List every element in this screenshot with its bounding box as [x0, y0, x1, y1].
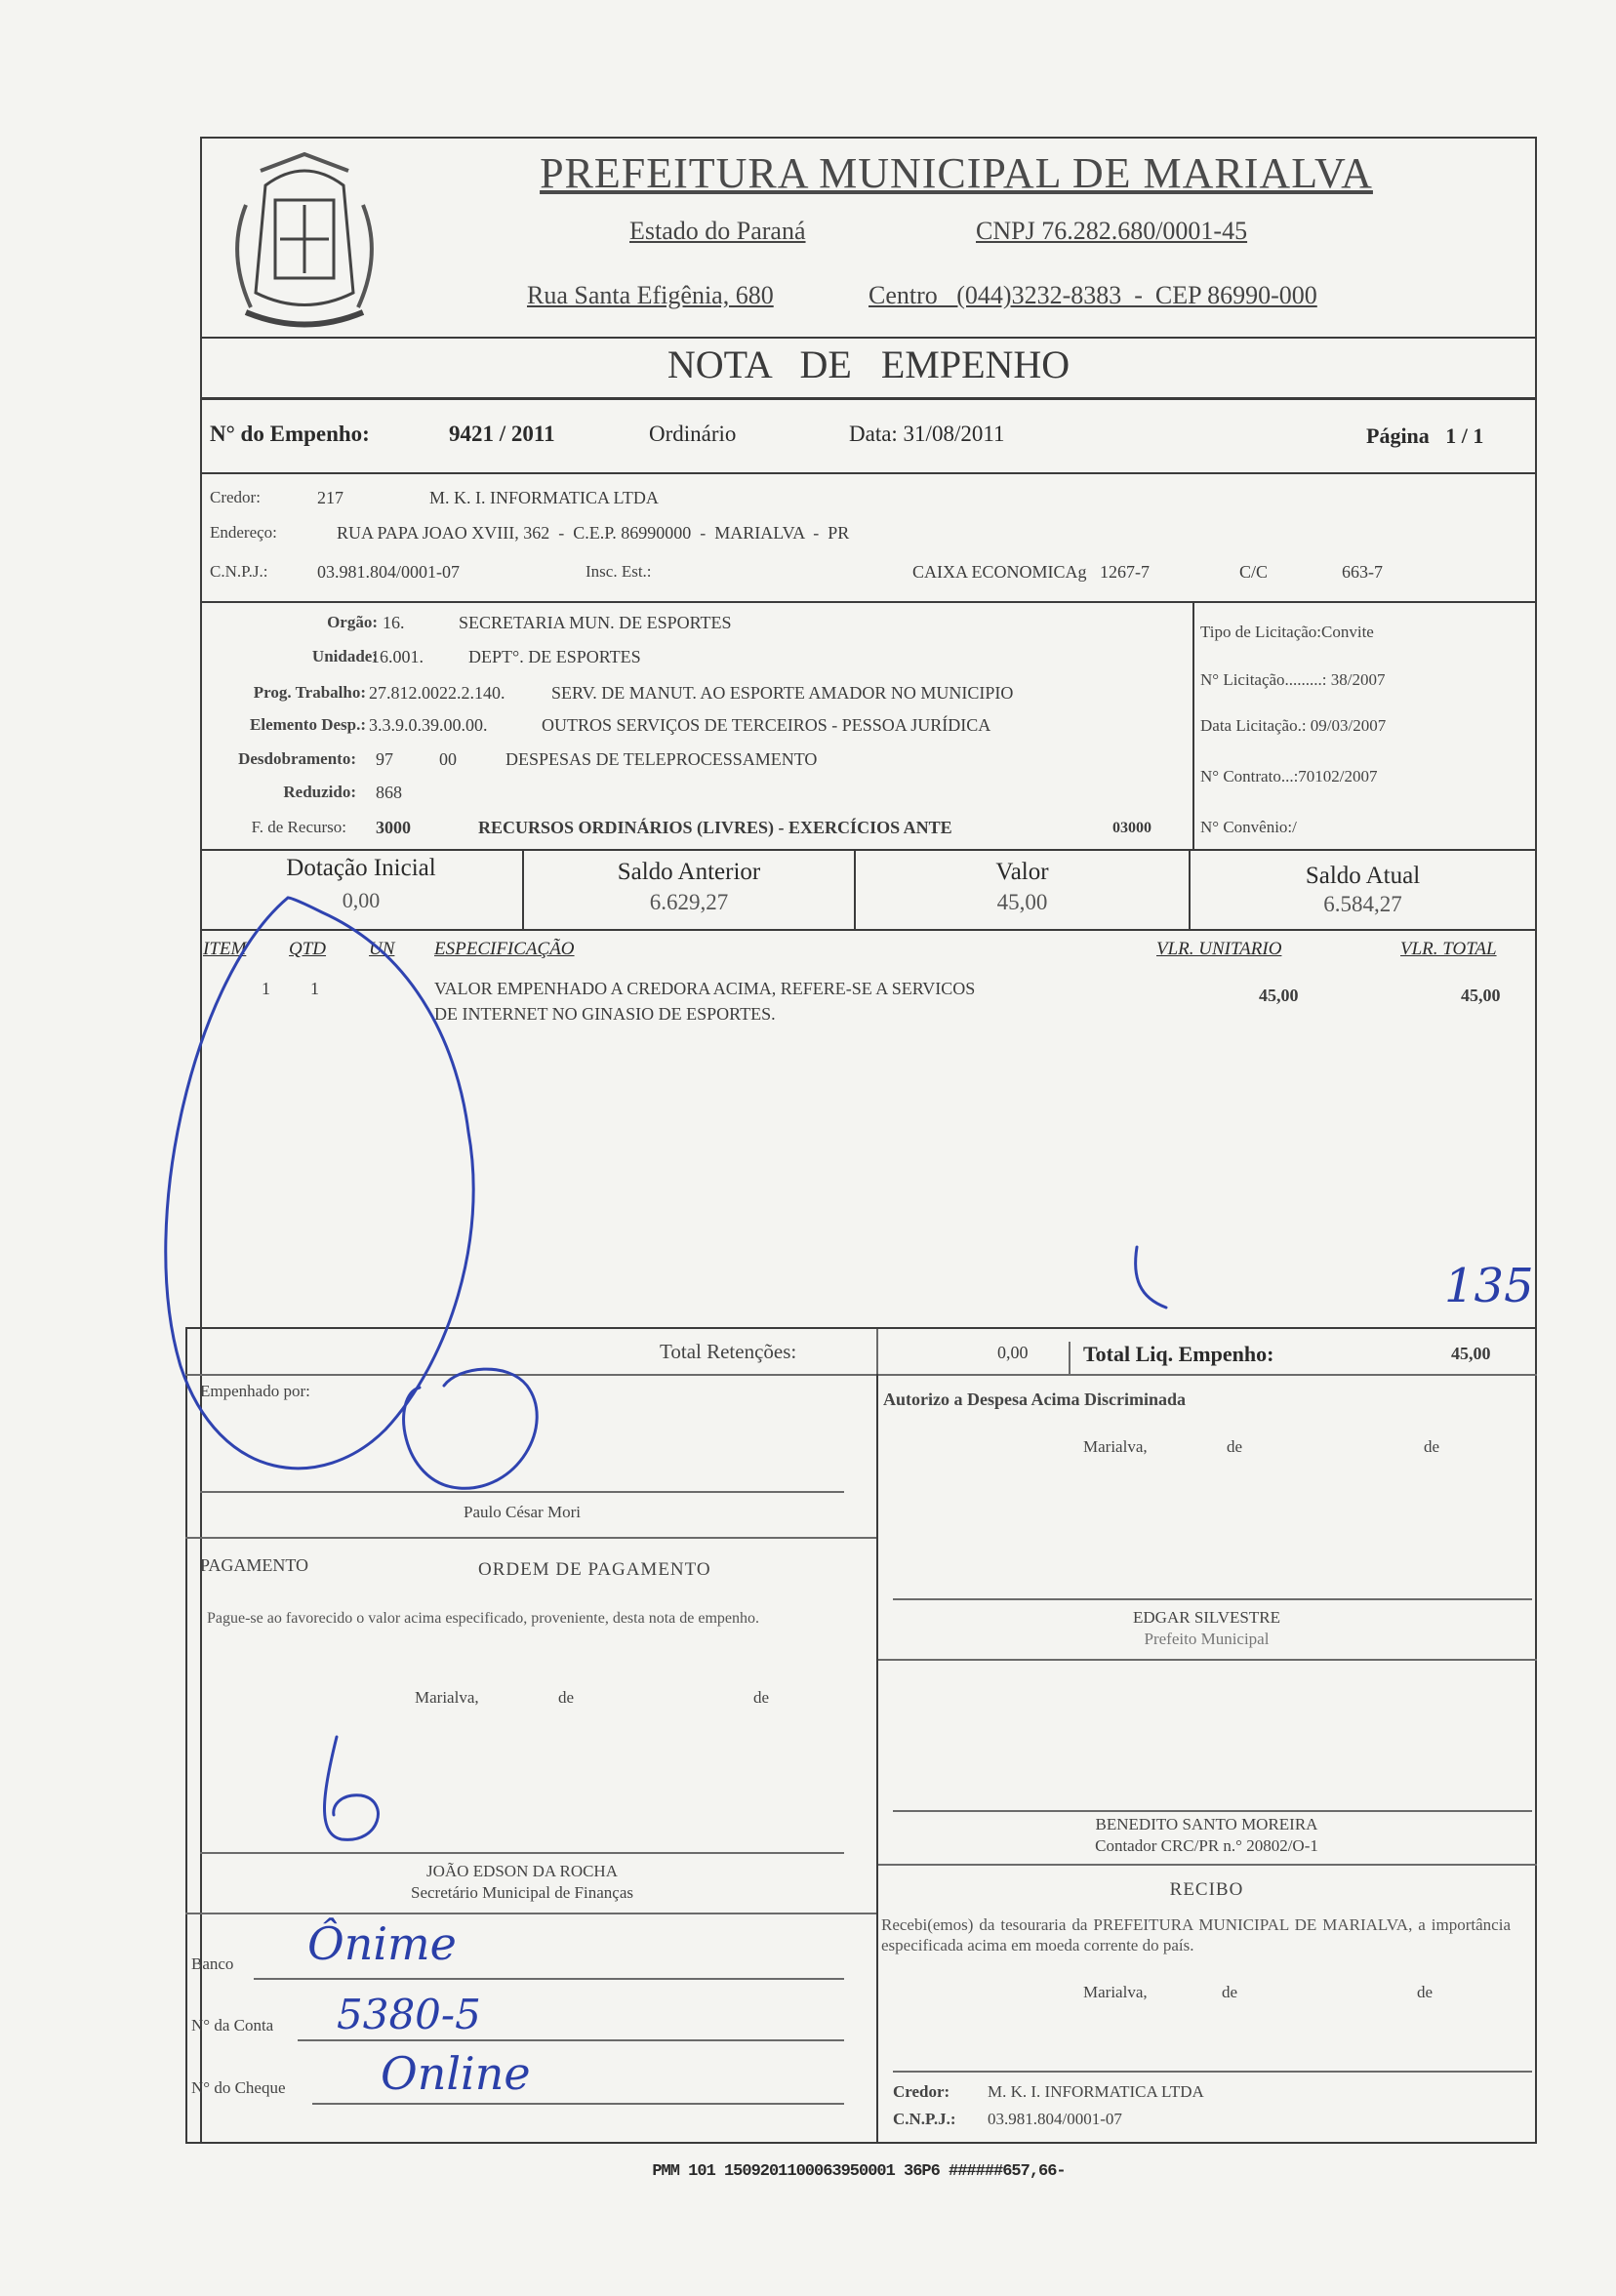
empenho-number: 9421 / 2011	[449, 422, 555, 446]
numero-convenio: N° Convênio:/	[1200, 818, 1297, 836]
credor-cc: 663-7	[1342, 562, 1383, 582]
pagamento-city: Marialva,	[415, 1688, 479, 1707]
banco-label: Banco	[191, 1954, 234, 1973]
credor-code: 217	[317, 488, 343, 507]
recibo-title: RECIBO	[1169, 1879, 1244, 1900]
ordem-pagamento-title: ORDEM DE PAGAMENTO	[478, 1559, 711, 1580]
orgao-code: 16.	[383, 613, 405, 632]
pen-loop-large	[166, 898, 473, 1469]
recurso-name: RECURSOS ORDINÁRIOS (LIVRES) - EXERCÍCIOS ANTE	[478, 818, 952, 837]
endereco-label: Endereço:	[210, 523, 277, 542]
prefeito-role: Prefeito Municipal	[1144, 1630, 1270, 1648]
document-title: NOTA DE EMPENHO	[667, 342, 1071, 386]
pagamento-de-2: de	[753, 1688, 770, 1707]
header-state: Estado do Paraná	[629, 217, 806, 245]
header-address: Centro (044)3232-8383 - CEP 86990-000	[869, 281, 1317, 309]
empenhado-label: Empenhado por:	[200, 1382, 310, 1400]
col-vlr-unitario: VLR. UNITARIO	[1156, 939, 1282, 959]
empenho-date: Data: 31/08/2011	[849, 422, 1005, 446]
pagamento-text: Pague-se ao favorecido o valor acima especificado, proveniente, desta nota de empenho.	[207, 1610, 759, 1627]
prefeito-name: EDGAR SILVESTRE	[1133, 1608, 1280, 1627]
item-vlr-unitario: 45,00	[1259, 986, 1299, 1005]
item-spec-line-2: DE INTERNET NO GINASIO DE ESPORTES.	[434, 1004, 776, 1024]
reduzido-label: Reduzido:	[283, 783, 356, 801]
secretario-role: Secretário Municipal de Finanças	[410, 1883, 633, 1902]
col-vlr-total: VLR. TOTAL	[1400, 939, 1497, 959]
elemento-code: 3.3.9.0.39.00.00.	[369, 715, 488, 735]
data-licitacao: Data Licitação.: 09/03/2007	[1200, 716, 1387, 735]
desdobramento-sub: 00	[439, 749, 457, 769]
elemento-name: OUTROS SERVIÇOS DE TERCEIROS - PESSOA JURÍDICA	[542, 715, 991, 735]
credor-cnpj: 03.981.804/0001-07	[317, 562, 460, 582]
numero-contrato: N° Contrato...:70102/2007	[1200, 767, 1378, 785]
handwritten-note: 135	[1444, 1259, 1534, 1313]
page-number: Página 1 / 1	[1366, 423, 1484, 448]
unidade-code: 16.001.	[371, 647, 424, 666]
valor-label: Valor	[995, 859, 1049, 885]
conta-label: N° da Conta	[191, 2016, 274, 2034]
numero-licitacao: N° Licitação.........: 38/2007	[1200, 670, 1386, 689]
footer-barcode-text: PMM 101 1509201100063950001 36P6 ######657,66-	[652, 2162, 1066, 2181]
col-un: UN	[369, 939, 395, 959]
header-street: Rua Santa Efigênia, 680	[527, 281, 774, 309]
pen-initials-stroke	[325, 1737, 379, 1839]
autorizo-title: Autorizo a Despesa Acima Discriminada	[883, 1390, 1186, 1409]
saldo-anterior-label: Saldo Anterior	[617, 859, 761, 885]
desdobramento-name: DESPESAS DE TELEPROCESSAMENTO	[505, 749, 818, 769]
cheque-label: N° do Cheque	[191, 2078, 286, 2097]
credor-name: M. K. I. INFORMATICA LTDA	[429, 488, 659, 507]
recibo-cnpj-label: C.N.P.J.:	[893, 2110, 956, 2128]
total-retencoes-value: 0,00	[997, 1343, 1029, 1362]
desdobramento-code: 97	[376, 749, 393, 769]
item-qtd: 1	[310, 979, 319, 998]
autorizo-de-1: de	[1227, 1437, 1243, 1456]
elemento-label: Elemento Desp.:	[250, 715, 366, 734]
credor-label: Credor:	[210, 488, 261, 506]
saldo-atual-value: 6.584,27	[1323, 892, 1402, 916]
recibo-de-1: de	[1222, 1983, 1238, 2001]
orgao-name: SECRETARIA MUN. DE ESPORTES	[459, 613, 732, 632]
prog-name: SERV. DE MANUT. AO ESPORTE AMADOR NO MUNICIPIO	[551, 683, 1014, 703]
recurso-code-2: 03000	[1112, 820, 1151, 836]
header-cnpj: CNPJ 76.282.680/0001-45	[976, 217, 1248, 245]
col-especificacao: ESPECIFICAÇÃO	[434, 939, 575, 959]
unidade-name: DEPT°. DE ESPORTES	[468, 647, 641, 666]
desdobramento-label: Desdobramento:	[238, 749, 356, 768]
col-item: ITEM	[203, 939, 247, 959]
recibo-text: Recebi(emos) da tesouraria da PREFEITURA MUNICIPAL DE MARIALVA, a importância especificada acima em moeda corrente do país.	[881, 1915, 1511, 1954]
header-title: PREFEITURA MUNICIPAL DE MARIALVA	[540, 149, 1373, 197]
empenhado-name: Paulo César Mori	[464, 1503, 581, 1521]
item-vlr-total: 45,00	[1461, 986, 1501, 1005]
recibo-de-2: de	[1417, 1983, 1434, 2001]
orgao-label: Orgão:	[327, 613, 378, 631]
valor-value: 45,00	[996, 890, 1048, 914]
autorizo-de-2: de	[1424, 1437, 1440, 1456]
dotacao-label: Dotação Inicial	[286, 855, 436, 881]
recibo-cnpj: 03.981.804/0001-07	[988, 2110, 1122, 2128]
unidade-label: Unidade:	[311, 647, 378, 665]
dotacao-value: 0,00	[342, 888, 381, 912]
saldo-atual-label: Saldo Atual	[1305, 863, 1421, 889]
autorizo-city: Marialva,	[1083, 1437, 1148, 1456]
item-number: 1	[262, 979, 270, 998]
recurso-code: 3000	[376, 818, 411, 837]
credor-address: RUA PAPA JOAO XVIII, 362 - C.E.P. 86990000 - MARIALVA - PR	[337, 523, 850, 543]
recibo-credor-label: Credor:	[893, 2082, 950, 2101]
recurso-label: F. de Recurso:	[251, 818, 346, 836]
credor-bank: CAIXA ECONOMICAg 1267-7	[912, 562, 1150, 582]
cc-label: C/C	[1239, 562, 1269, 582]
empenho-number-label: N° do Empenho:	[210, 422, 370, 446]
reduzido-value: 868	[376, 783, 402, 802]
recibo-city: Marialva,	[1083, 1983, 1148, 2001]
prog-label: Prog. Trabalho:	[253, 683, 366, 702]
item-spec-line-1: VALOR EMPENHADO A CREDORA ACIMA, REFERE-SE A SERVICOS	[434, 979, 976, 998]
conta-handwritten: 5380-5	[337, 1991, 481, 2038]
recibo-credor-name: M. K. I. INFORMATICA LTDA	[988, 2082, 1204, 2101]
insc-est-label: Insc. Est.:	[586, 562, 652, 581]
cheque-handwritten: Online	[381, 2047, 531, 2100]
contador-crc: Contador CRC/PR n.° 20802/O-1	[1095, 1836, 1318, 1855]
pen-mark	[1136, 1247, 1166, 1308]
pagamento-de-1: de	[558, 1688, 575, 1707]
banco-handwritten: Ônime	[307, 1917, 457, 1970]
contador-name: BENEDITO SANTO MOREIRA	[1095, 1815, 1318, 1833]
tipo-licitacao: Tipo de Licitação:Convite	[1200, 623, 1374, 641]
total-liq-value: 45,00	[1451, 1344, 1491, 1363]
total-liq-label: Total Liq. Empenho:	[1083, 1342, 1274, 1366]
saldo-anterior-value: 6.629,27	[649, 890, 729, 914]
pagamento-label: PAGAMENTO	[200, 1555, 309, 1575]
secretario-name: JOÃO EDSON DA ROCHA	[426, 1862, 618, 1880]
total-retencoes-label: Total Retenções:	[660, 1340, 797, 1363]
cnpj-label: C.N.P.J.:	[210, 562, 268, 581]
prog-code: 27.812.0022.2.140.	[369, 683, 505, 703]
empenho-type: Ordinário	[649, 422, 737, 446]
col-qtd: QTD	[289, 939, 327, 959]
pen-loop-small	[404, 1369, 538, 1488]
